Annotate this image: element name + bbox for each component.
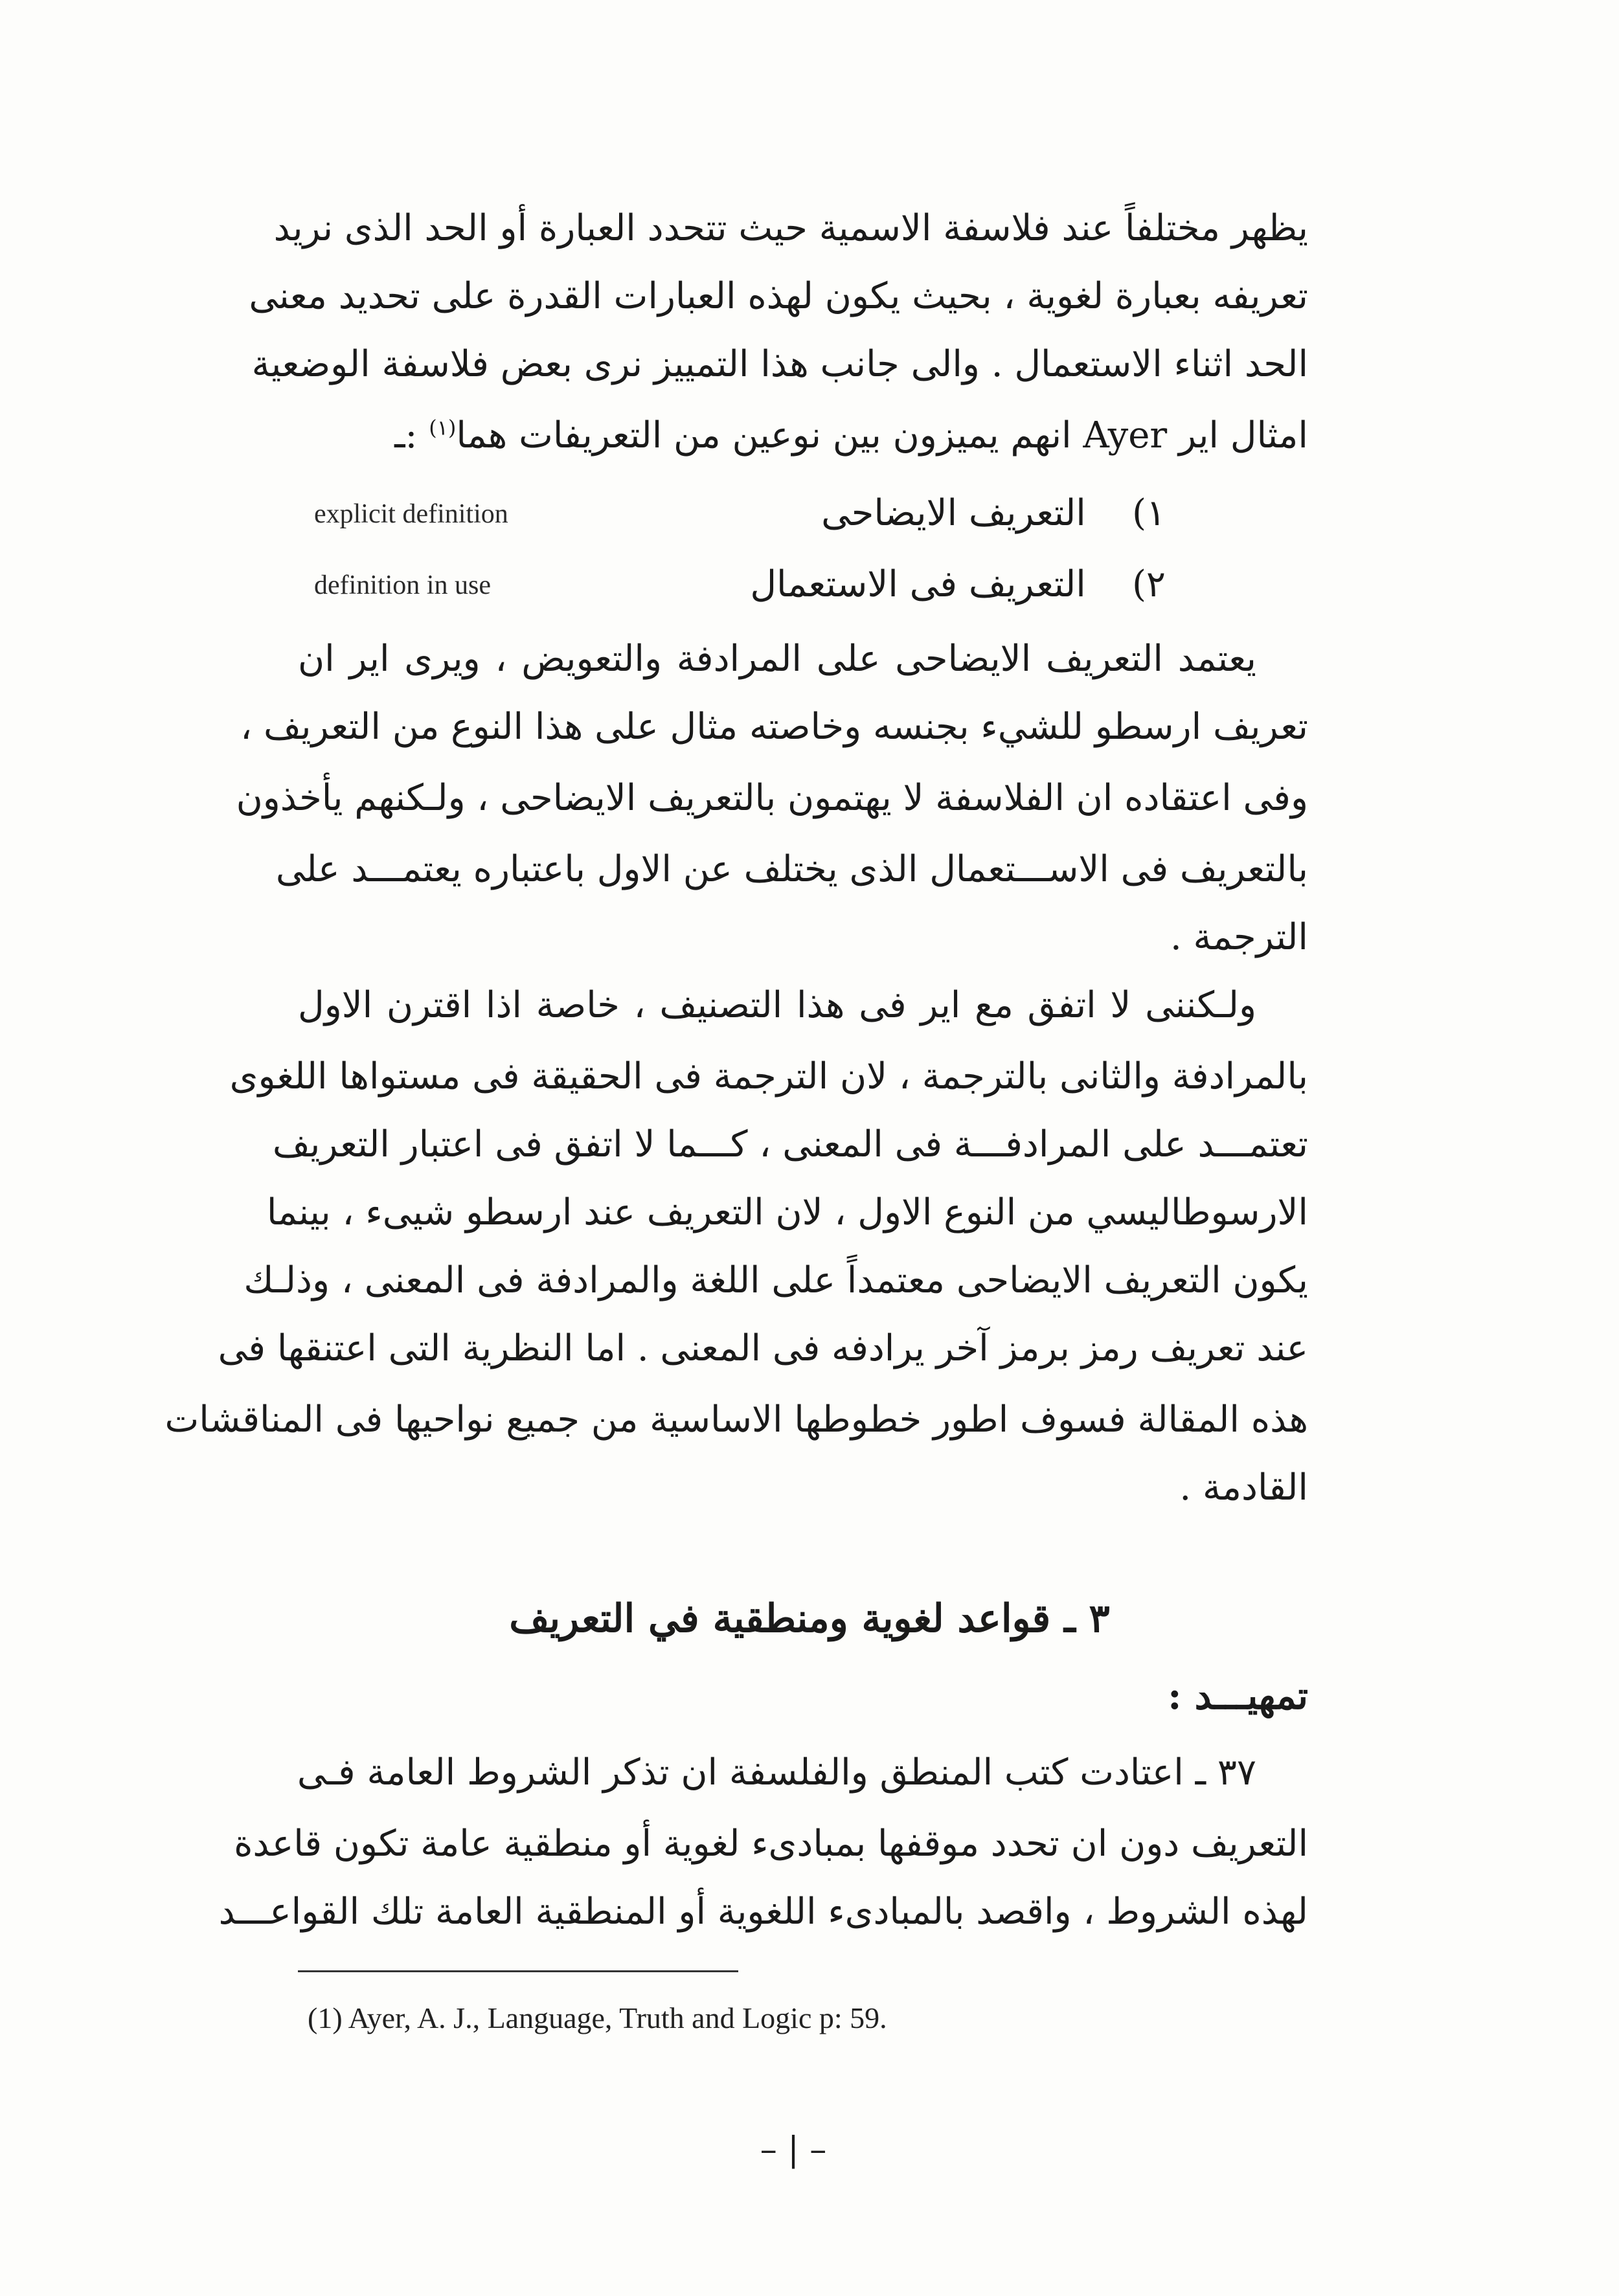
- section-heading: ٣ ـ قواعد لغوية ومنطقية في التعريف: [509, 1596, 1110, 1641]
- footnote-rule: [298, 1970, 738, 1972]
- paragraph-2-line-5: الترجمة .: [1170, 916, 1308, 958]
- paragraph-1-line-4-tail: :ـ: [394, 414, 418, 456]
- paragraph-2-line-3: وفى اعتقاده ان الفلاسفة لا يهتمون بالتعريف الايضاحى ، ولـكنهم يأخذون: [236, 777, 1308, 819]
- list-item-1-number: ١): [1132, 492, 1166, 534]
- paragraph-3-line-7: هذه المقالة فسوف اطور خطوطها الاساسية من جميع نواحيها فى المناقشات: [164, 1399, 1308, 1441]
- paragraph-4-line-2: التعريف دون ان تحدد موقفها بمبادىء لغوية أو منطقية عامة تكون قاعدة: [234, 1823, 1308, 1865]
- paragraph-3-line-2: بالمرادفة والثانى بالترجمة ، لان الترجمة فى الحقيقة فى مستواها اللغوى: [229, 1055, 1308, 1097]
- list-item-2: [750, 563, 1166, 605]
- paragraph-3-line-1: ولـكننى لا اتفق مع اير فى هذا التصنيف ، خاصة اذا اقترن الاول: [298, 984, 1256, 1026]
- list-item-2-number: ٢): [1132, 563, 1166, 605]
- paragraph-1-line-3: الحد اثناء الاستعمال . والى جانب هذا التمييز نرى بعض فلاسفة الوضعية: [251, 343, 1308, 385]
- footnote-marker: (١): [429, 415, 457, 440]
- list-item-1: [821, 492, 1166, 534]
- paragraph-3-line-6: عند تعريف رمز برمز آخر يرادفه فى المعنى . اما النظرية التى اعتنقها فى: [218, 1327, 1308, 1369]
- list-item-2-arabic: التعريف فى الاستعمال: [750, 563, 1086, 605]
- paragraph-3-line-4: الارسوطاليسي من النوع الاول ، لان التعريف عند ارسطو شيىء ، بينما: [266, 1191, 1308, 1233]
- paragraph-3-line-5: يكون التعريف الايضاحى معتمداً على اللغة والمرادفة فى المعنى ، وذلـك: [243, 1259, 1308, 1301]
- paragraph-1-line-4: [394, 414, 1308, 456]
- footnote: (1) Ayer, A. J., Language, Truth and Logic p: 59.: [308, 2001, 887, 2034]
- paragraph-2-line-1: يعتمد التعريف الايضاحى على المرادفة والتعويض ، ويرى اير ان: [298, 638, 1256, 680]
- page-number: – | –: [760, 2130, 827, 2169]
- subheading: تمهيـــد :: [1168, 1674, 1308, 1718]
- paragraph-2-line-2: تعريف ارسطو للشيء بجنسه وخاصته مثال على هذا النوع من التعريف ،: [240, 706, 1308, 748]
- list-item-1-arabic: التعريف الايضاحى: [821, 492, 1086, 534]
- list-item-1-english: explicit definition: [314, 499, 508, 529]
- paragraph-1-line-2: تعريفه بعبارة لغوية ، بحيث يكون لهذه العبارات القدرة على تحديد معنى: [249, 275, 1308, 317]
- paragraph-1-line-1: يظهر مختلفاً عند فلاسفة الاسمية حيث تتحدد العبارة أو الحد الذى نريد: [273, 207, 1308, 249]
- list-item-2-english: definition in use: [314, 570, 491, 600]
- paragraph-2-line-4: بالتعريف فى الاســـتعمال الذى يختلف عن الاول باعتباره يعتمـــد على: [275, 848, 1308, 890]
- paragraph-1-line-4-text: امثال اير Ayer انهم يميزون بين نوعين من التعريفات هما: [456, 414, 1308, 456]
- paragraph-4-line-3: لهذه الشروط ، واقصد بالمبادىء اللغوية أو المنطقية العامة تلك القواعـــد: [218, 1891, 1308, 1933]
- paragraph-3-line-3: تعتمـــد على المرادفـــة فى المعنى ، كـــما لا اتفق فى اعتبار التعريف: [272, 1123, 1308, 1165]
- paragraph-4-line-1: ٣٧ ـ اعتادت كتب المنطق والفلسفة ان تذكر الشروط العامة فـى: [297, 1751, 1256, 1794]
- paragraph-3-line-8: القادمة .: [1179, 1467, 1308, 1509]
